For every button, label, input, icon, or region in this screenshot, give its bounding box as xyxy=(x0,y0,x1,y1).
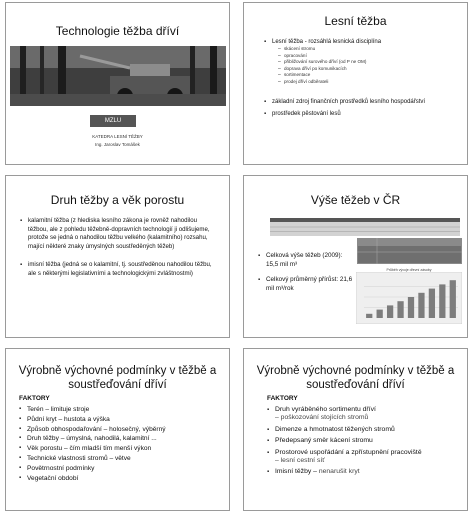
slide-6 xyxy=(243,348,468,511)
bar xyxy=(397,301,403,318)
department-label: KATEDRA LESNÍ TĚŽBY xyxy=(92,134,143,139)
list-item xyxy=(267,406,462,423)
slide-title: Technologie těžba dříví xyxy=(55,24,180,38)
list-item xyxy=(267,449,462,466)
factors-heading: FAKTORY xyxy=(267,395,298,402)
list-item: ▪ kalamitní těžba (z hlediska lesního zákona je rovněž nahodilou těžbou, ale z pohledu těžebně-dopravních technologií ji odlišujeme, protože se jedná o nahodilou těžbu velkého (kalamitního) rozsahu, mající některé znaky úmyslných soustředěných těžeb) xyxy=(20,217,216,251)
sub-item: – opracování xyxy=(278,53,460,60)
list-item: ▪ Technické vlastnosti stromů – větve xyxy=(19,454,224,464)
sub-list xyxy=(278,46,460,86)
list-item: ▪ Povětrnostní podmínky xyxy=(19,464,224,474)
slide-title: Výše těžeb v ČR xyxy=(310,193,401,207)
list-item: ▪ Dimenze a hmotnatost těžených stromů xyxy=(267,426,462,434)
factor-list xyxy=(19,405,224,483)
sub-item: – prodej dříví odběrateli xyxy=(278,79,460,86)
slide-title: Druh těžby a věk porostu xyxy=(50,193,185,207)
slide-title: Lesní těžba xyxy=(324,14,387,28)
bar xyxy=(429,289,435,318)
forest-machine-photo xyxy=(10,46,226,106)
item-text: Prostorové uspořádání a zpřístupnění pracoviště xyxy=(275,448,422,456)
item-sub: – lesní cestní síť xyxy=(275,457,325,465)
list-item: ▪ Terén – limituje stroje xyxy=(19,405,224,415)
list-item: ▪ Druh těžby – úmyslná, nahodilá, kalamitní ... xyxy=(19,434,224,444)
sub-item: – přibližování surového dříví (od P ne OM) xyxy=(278,59,460,66)
slide-3 xyxy=(5,175,230,338)
slide-4 xyxy=(243,175,468,338)
bar xyxy=(377,310,383,318)
bullet-list xyxy=(20,217,216,279)
sub-text: poškozování stojících stromů xyxy=(280,414,369,422)
bullet-list xyxy=(258,252,354,293)
list-item: ▪ Způsob obhospodařování – holosečný, výběrný xyxy=(19,425,224,435)
item-text: Imisní těžby xyxy=(275,468,312,476)
sub-text: nenarušit kryt xyxy=(318,468,360,476)
list-item xyxy=(264,38,460,86)
bar xyxy=(450,280,456,318)
bar xyxy=(366,314,372,318)
slide-title: Výrobně výchovné podmínky v těžbě a soustřeďování dříví xyxy=(256,365,455,391)
list-item: ▪ prostředek pěstování lesů xyxy=(264,110,460,118)
item-sub: – poškozování stojících stromů xyxy=(275,414,369,422)
bar xyxy=(439,284,445,318)
sub-text: lesní cestní síť xyxy=(280,457,325,465)
bar xyxy=(418,293,424,318)
chart-title: Průběh vývoje dřevní zásoby xyxy=(386,268,432,272)
list-item: ▪ základní zdroj finančních prostředků lesního hospodářství xyxy=(264,98,460,106)
item-text: Lesní těžba - rozsáhlá lesnická disciplína xyxy=(272,39,382,45)
harvest-summary-table xyxy=(357,238,462,264)
sub-item: – sortimentace xyxy=(278,72,460,79)
list-item: ▪ Věk porostu – čím mladší tím menší výkon xyxy=(19,444,224,454)
slide-2 xyxy=(243,2,468,165)
bullet-list xyxy=(264,38,460,118)
list-item: ▪ Imisní těžby – nenarušit kryt xyxy=(267,468,462,476)
bar xyxy=(408,297,414,318)
university-logo: MZLU xyxy=(90,115,136,127)
list-item: ▪ Vegetační období xyxy=(19,474,224,484)
growing-stock-chart xyxy=(356,272,462,324)
sub-item: – skácení stromu xyxy=(278,46,460,53)
item-text: Druh vyráběného sortimentu dříví xyxy=(275,406,376,413)
list-item: ▪ Půdní kryt – hustota a výška xyxy=(19,415,224,425)
bar xyxy=(387,305,393,318)
slide-5 xyxy=(5,348,230,511)
sub-item: – doprava dříví po komunikacích xyxy=(278,66,460,73)
list-item: ▪ Celková výše těžeb (2009): 15,5 mil m³ xyxy=(258,252,354,269)
harvest-table xyxy=(270,218,460,236)
list-item: ▪ Celkový průměrný přírůst: 21,6 mil m³/rok xyxy=(258,276,354,293)
author-label: Ing. Jaroslav Tomášek xyxy=(95,142,140,147)
list-item: ▪ Předepsaný směr kácení stromu xyxy=(267,437,462,445)
slide-title: Výrobně výchovné podmínky v těžbě a soustřeďování dříví xyxy=(18,365,217,391)
list-item: ▪ imisní těžba (jedná se o kalamitní, tj. soustředěnou nahodilou těžbu, ale s některými legislativními a technologickými zvláštnostmi) xyxy=(20,261,216,278)
factors-heading: FAKTORY xyxy=(19,395,50,402)
factor-list xyxy=(267,406,462,477)
slide-1 xyxy=(5,2,230,165)
